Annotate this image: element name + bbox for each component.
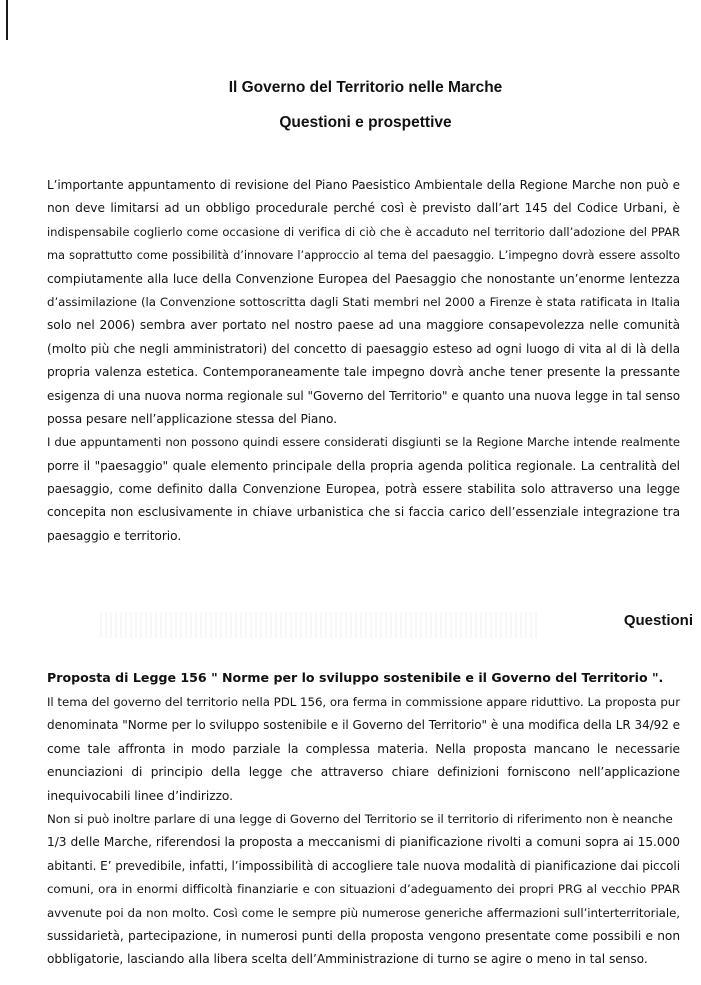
text-line: Non si può inoltre parlare di una legge di Governo del Territorio se il territorio di riferimento non è neanche [47, 811, 673, 826]
text-line: I due appuntamenti non possono quindi essere considerati disgiunti se la Regione Marche intende realmente [47, 435, 680, 450]
text-line: porre il "paesaggio" quale elemento principale della propria agenda politica regionale. La centralità del [47, 458, 680, 473]
text-line: d’assimilazione (la Convenzione sottoscritta dagli Stati membri nel 2000 a Firenze è stata ratificata in Italia [47, 294, 680, 309]
proposal-heading: Proposta di Legge 156 " Norme per lo sviluppo sostenibile e il Governo del Territorio ". [47, 670, 664, 685]
text-line: concepita non esclusivamente in chiave urbanistica che si faccia carico dell’essenziale integrazione tra [47, 505, 680, 520]
text-line: avvenute poi da non molto. Così come le sempre più numerose generiche affermazioni sull’interterritoriale, [47, 905, 680, 920]
text-line: abitanti. E’ prevedibile, infatti, l’impossibilità di accogliere tale nuova modalità di pianificazione dai piccoli [47, 858, 680, 873]
scan-margin-mark [6, 0, 8, 40]
text-line: sussidarietà, partecipazione, in numerosi punti della proposta vengono presentate come possibili e non [47, 928, 680, 943]
section-heading: Questioni [623, 612, 693, 629]
text-line: non deve limitarsi ad un obbligo procedurale perché così è previsto dall’art 145 del Codice Urbani, è [47, 201, 680, 216]
text-line: propria valenza estetica. Contemporaneamente tale impegno dovrà anche tener presente la pressante [47, 365, 680, 380]
text-line: ma soprattutto come possibilità d’innovare l’approccio al tema del paesaggio. L’impegno dovrà essere assolto [47, 248, 680, 263]
text-line: paesaggio, come definito dalla Convenzione Europea, potrà essere stabilita solo attraverso una legge [47, 482, 680, 497]
text-line: comuni, ora in enormi difficoltà finanziarie e con situazioni d’adeguamento dei propri PRG al vecchio PPAR [47, 882, 680, 897]
proposal-section [47, 691, 680, 972]
text-line: 1/3 delle Marche, riferendosi la proposta a meccanismi di pianificazione rivolti a comuni sopra ai 15.000 [47, 835, 680, 850]
text-line: (molto più che negli amministratori) del concetto di paesaggio esteso ad ogni luogo di vita al di là della [47, 341, 680, 356]
text-line: inequivocabili linee d’indirizzo. [47, 788, 233, 803]
text-line: indispensabile coglierlo come occasione di verifica di ciò che è accaduto nel territorio dall’adozione del PPAR [47, 224, 680, 239]
text-line: Il tema del governo del territorio nella PDL 156, ora ferma in commissione appare riduttivo. La proposta pur [47, 695, 680, 709]
text-line: solo nel 2006) sembra aver portato nel nostro paese ad una maggiore consapevolezza nelle comunità [47, 318, 680, 333]
proposal-paragraph [47, 691, 680, 808]
text-line: come tale affronta in modo parziale la complessa materia. Nella proposta mancano le necessarie [47, 741, 680, 756]
intro-paragraph [47, 174, 680, 431]
document-subtitle: Questioni e prospettive [279, 114, 452, 131]
scan-noise [100, 612, 540, 638]
document-title: Il Governo del Territorio nelle Marche [228, 79, 503, 96]
text-line: obbligatorie, lasciando alla libera scelta dell’Amministrazione di turno se agire o meno in tal senso. [47, 952, 648, 967]
text-line: paesaggio e territorio. [47, 528, 182, 543]
text-line: denominata "Norme per lo sviluppo sostenibile e il Governo del Territorio" è una modifica della LR 34/92 e [47, 718, 680, 733]
text-line: enunciazioni di principio della legge che attraverso chiare definizioni forniscono nell’applicazione [47, 765, 680, 780]
intro-section [47, 174, 680, 548]
proposal-paragraph-2 [47, 808, 680, 972]
text-line: possa pesare nell’applicazione stessa del Piano. [47, 411, 338, 426]
second-paragraph [47, 431, 680, 548]
text-line: esigenza di una nuova norma regionale sul "Governo del Territorio" e quanto una nuova legge in tal senso [47, 388, 680, 403]
text-line: L’importante appuntamento di revisione del Piano Paesistico Ambientale della Regione Marche non può e [47, 178, 680, 192]
text-line: compiutamente alla luce della Convenzione Europea del Paesaggio che nonostante un’enorme lentezza [47, 271, 680, 286]
